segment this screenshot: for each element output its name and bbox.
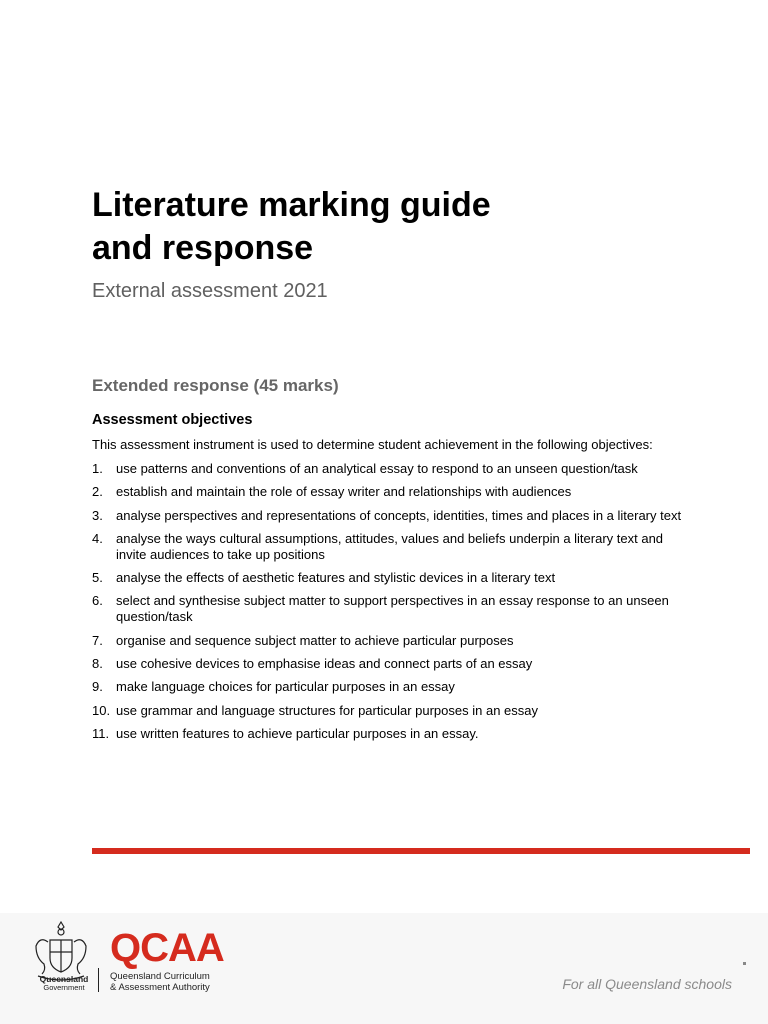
objective-number: 7.: [92, 632, 103, 648]
objective-text: analyse the effects of aesthetic features and stylistic devices in a literary text: [116, 570, 556, 586]
objective-item: [92, 484, 692, 500]
objective-number: 8.: [92, 656, 103, 672]
objectives-heading: Assessment objectives: [92, 412, 253, 428]
objective-number: 4.: [92, 530, 103, 546]
objective-item: [92, 703, 692, 719]
objective-number: 3.: [92, 507, 103, 523]
objective-item: [92, 679, 692, 695]
objective-item: [92, 656, 692, 672]
objective-item: [92, 726, 692, 742]
objective-number: 1.: [92, 461, 103, 476]
objective-text: use patterns and conventions of an analytical essay to respond to an unseen question/task: [116, 461, 638, 476]
objective-item: [92, 633, 692, 649]
objective-item: [92, 461, 692, 477]
logo-divider: [98, 968, 99, 992]
objective-text: use grammar and language structures for particular purposes in an essay: [116, 702, 538, 718]
qcaa-name-line-2: & Assessment Authority: [110, 982, 210, 993]
objective-number: 5.: [92, 570, 103, 586]
objective-text: analyse perspectives and representations of concepts, identities, times and places in a literary text: [116, 507, 682, 523]
title-line-2: and response: [92, 229, 314, 267]
objective-text: use cohesive devices to emphasise ideas and connect parts of an essay: [116, 656, 533, 672]
objective-item: [92, 508, 692, 524]
footer-tagline: For all Queensland schools: [562, 976, 732, 992]
objective-text: analyse the ways cultural assumptions, attitudes, values and beliefs underpin a literary text and invite audiences to take up positions: [116, 530, 664, 562]
objectives-list: [92, 461, 692, 749]
objective-item: [92, 570, 692, 586]
objective-item: [92, 593, 692, 625]
objective-text: make language choices for particular purposes in an essay: [116, 679, 455, 695]
objective-item: [92, 531, 692, 563]
document-title: [92, 184, 692, 270]
document-subtitle: External assessment 2021: [92, 280, 328, 302]
queensland-wordmark: Queensland: [39, 974, 89, 984]
objective-text: use written features to achieve particular purposes in an essay.: [116, 725, 479, 741]
qcaa-name-line-1: Queensland Curriculum: [110, 971, 210, 982]
title-line-1: Literature marking guide: [92, 186, 491, 224]
section-heading: Extended response (45 marks): [92, 376, 339, 395]
objective-number: 9.: [92, 679, 103, 695]
government-wordmark: Government: [43, 983, 85, 992]
qcaa-logo: QCAA: [110, 926, 224, 970]
red-divider-rule: [92, 848, 750, 854]
objective-text: organise and sequence subject matter to achieve particular purposes: [116, 632, 514, 648]
objective-text: establish and maintain the role of essay writer and relationships with audiences: [116, 484, 572, 500]
objective-number: 6.: [92, 593, 103, 609]
objective-text: select and synthesise subject matter to support perspectives in an essay response to an unseen question/task: [116, 593, 669, 625]
objective-number: 10.: [92, 702, 111, 718]
objectives-intro: This assessment instrument is used to determine student achievement in the following objectives:: [92, 437, 653, 452]
objective-number: 2.: [92, 484, 103, 500]
objective-number: 11.: [92, 725, 110, 741]
decorative-dot: [743, 962, 746, 965]
